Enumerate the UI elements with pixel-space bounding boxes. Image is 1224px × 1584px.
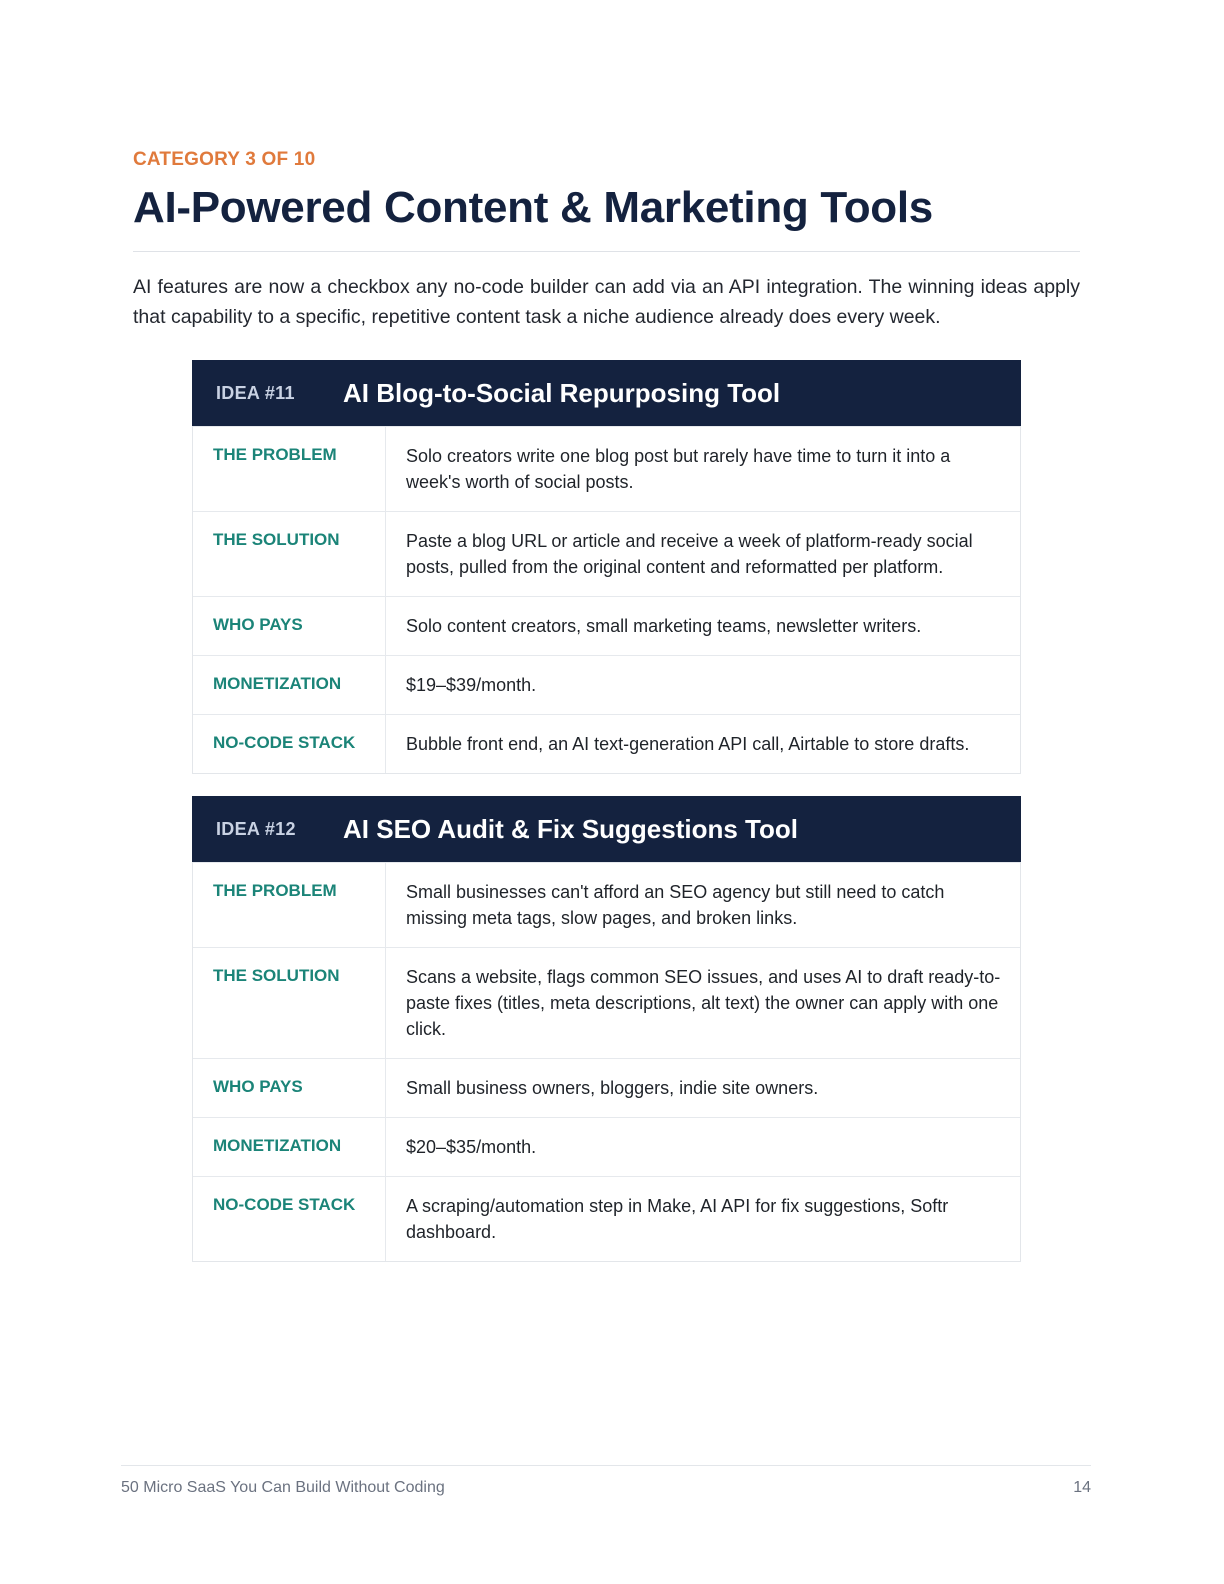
idea-header xyxy=(192,796,1021,862)
idea-row-monetization xyxy=(193,1117,1020,1176)
idea-title: AI SEO Audit & Fix Suggestions Tool xyxy=(343,813,798,844)
row-value: Solo content creators, small marketing teams, newsletter writers. xyxy=(406,616,922,636)
idea-row-solution xyxy=(193,511,1020,596)
idea-row-solution xyxy=(193,947,1020,1058)
row-label: WHO PAYS xyxy=(193,1059,386,1117)
page-title: AI-Powered Content & Marketing Tools xyxy=(133,183,933,232)
idea-card-11 xyxy=(192,360,1021,774)
category-eyebrow: CATEGORY 3 OF 10 xyxy=(133,149,316,170)
row-value: Small businesses can't afford an SEO agency but still need to catch missing meta tags, slow pages, and broken links. xyxy=(406,882,945,928)
title-divider xyxy=(133,251,1080,252)
idea-title: AI Blog-to-Social Repurposing Tool xyxy=(343,377,781,408)
idea-row-problem xyxy=(193,426,1020,511)
row-value: Paste a blog URL or article and receive a week of platform-ready social posts, pulled from the original content and reformatted per platform. xyxy=(406,531,973,577)
row-label: THE SOLUTION xyxy=(193,512,386,596)
row-value: Bubble front end, an AI text-generation API call, Airtable to store drafts. xyxy=(406,734,970,754)
idea-row-stack xyxy=(193,714,1020,773)
idea-number: IDEA #12 xyxy=(216,818,296,839)
idea-card-12 xyxy=(192,796,1021,1262)
idea-row-who-pays xyxy=(193,1058,1020,1117)
row-value: Small business owners, bloggers, indie site owners. xyxy=(406,1078,819,1098)
idea-row-stack xyxy=(193,1176,1020,1261)
intro-paragraph: AI features are now a checkbox any no-code builder can add via an API integration. The winning ideas apply that capability to a specific, repetitive content task a niche audience already does every week. xyxy=(133,276,1080,328)
footer-book-title: 50 Micro SaaS You Can Build Without Coding xyxy=(121,1479,445,1496)
row-label: MONETIZATION xyxy=(193,1118,386,1176)
row-label: THE PROBLEM xyxy=(193,863,386,947)
row-value: $19–$39/month. xyxy=(406,675,537,695)
footer-divider xyxy=(121,1465,1091,1466)
idea-header xyxy=(192,360,1021,426)
row-label: NO-CODE STACK xyxy=(193,1177,386,1261)
idea-number: IDEA #11 xyxy=(216,382,295,403)
idea-row-problem xyxy=(193,862,1020,947)
row-label: WHO PAYS xyxy=(193,597,386,655)
row-label: THE PROBLEM xyxy=(193,427,386,511)
row-label: NO-CODE STACK xyxy=(193,715,386,773)
footer-page-number: 14 xyxy=(1073,1479,1091,1496)
idea-row-monetization xyxy=(193,655,1020,714)
row-label: THE SOLUTION xyxy=(193,948,386,1058)
row-label: MONETIZATION xyxy=(193,656,386,714)
row-value: Scans a website, flags common SEO issues, and uses AI to draft ready-to-paste fixes (titles, meta descriptions, alt text) the owner can apply with one click. xyxy=(406,967,1001,1039)
row-value: $20–$35/month. xyxy=(406,1137,537,1157)
row-value: A scraping/automation step in Make, AI API for fix suggestions, Softr dashboard. xyxy=(406,1196,949,1242)
idea-row-who-pays xyxy=(193,596,1020,655)
row-value: Solo creators write one blog post but rarely have time to turn it into a week's worth of social posts. xyxy=(406,446,951,492)
